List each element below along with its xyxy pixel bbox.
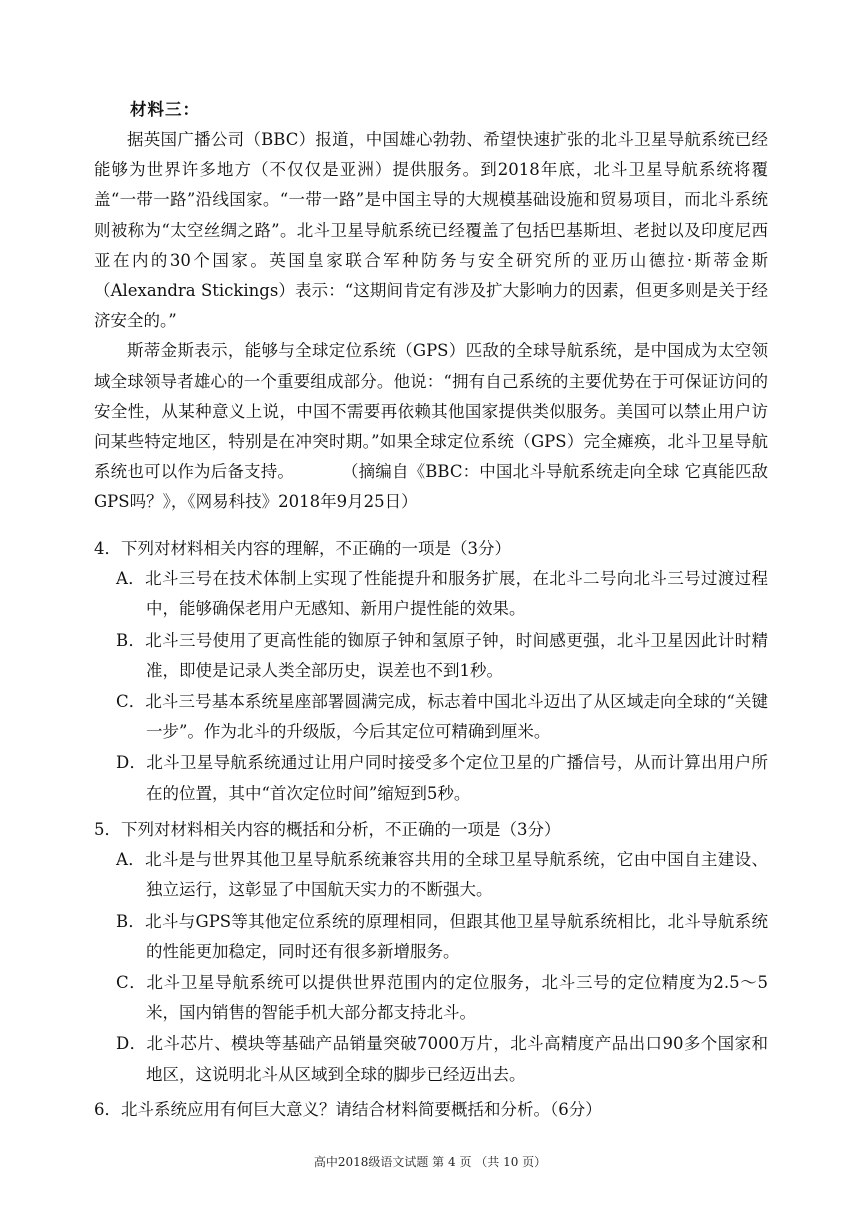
question-5-option-b: B．北斗与GPS等其他定位系统的原理相同，但跟其他卫星导航系统相比，北斗导航系统的性能更加稳定，同时还有很多新增服务。 [116,911,768,961]
question-4-option-c: C．北斗三号基本系统星座部署圆满完成，标志着中国北斗迈出了从区域走向全球的“关键一步”。作为北斗的升级版，今后其定位可精确到厘米。 [116,692,768,742]
material-paragraph-1: 据英国广播公司（BBC）报道，中国雄心勃勃、希望快速扩张的北斗卫星导航系统已经能够为世界许多地方（不仅仅是亚洲）提供服务。到2018年底，北斗卫星导航系统将覆盖“一带一路”沿线国家。“一带一路”是中国主导的大规模基础设施和贸易项目，而北斗系统则被称为“太空丝绸之路”。北斗卫星导航系统已经覆盖了包括巴基斯坦、老挝以及印度尼西亚在内的30个国家。英国皇家联合军种防务与安全研究所的亚历山德拉·斯蒂金斯（Alexandra Stickings）表示：“这期间肯定有涉及扩大影响力的因素，但更多则是关于经济安全的。” [94,130,768,331]
question-4 [94,534,768,810]
question-5-option-a: A．北斗是与世界其他卫星导航系统兼容共用的全球卫星导航系统，它由中国自主建设、独立运行，这彰显了中国航天实力的不断强大。 [116,850,768,900]
question-4-option-b: B．北斗三号使用了更高性能的铷原子钟和氢原子钟，时间感更强，北斗卫星因此计时精准，即使是记录人类全部历史，误差也不到1秒。 [116,630,768,680]
material-source: （摘编自《BBC：中国北斗导航系统走向全球 它真能匹敌GPS吗？》，《网易科技》2018年9月25日） [94,462,768,512]
question-4-stem: 4．下列对材料相关内容的理解，不正确的一项是（3分） [94,539,511,558]
reading-material [94,125,768,518]
question-5-option-d: D．北斗芯片、模块等基础产品销量突破7000万片，北斗高精度产品出口90多个国家和地区，这说明北斗从区域到全球的脚步已经迈出去。 [116,1034,768,1084]
question-4-option-d: D．北斗卫星导航系统通过让用户同时接受多个定位卫星的广播信号，从而计算出用户所在的位置，其中“首次定位时间”缩短到5秒。 [116,753,768,803]
section-title: 材料三： [130,100,200,119]
question-4-option-a: A．北斗三号在技术体制上实现了性能提升和服务扩展，在北斗二号向北斗三号过渡过程中，能够确保老用户无感知、新用户提性能的效果。 [116,569,768,619]
question-5-stem: 5．下列对材料相关内容的概括和分析，不正确的一项是（3分） [94,820,561,839]
question-5 [94,815,768,1091]
question-6-stem: 6．北斗系统应用有何巨大意义？请结合材料简要概括和分析。（6分） [94,1100,602,1119]
question-6 [94,1095,768,1125]
material-paragraph-2 [94,336,768,517]
question-5-option-c: C．北斗卫星导航系统可以提供世界范围内的定位服务，北斗三号的定位精度为2.5～5米，国内销售的智能手机大部分都支持北斗。 [116,973,768,1023]
material-paragraph-2-text: 斯蒂金斯表示，能够与全球定位系统（GPS）匹敌的全球导航系统，是中国成为太空领域全球领导者雄心的一个重要组成部分。他说：“拥有自己系统的主要优势在于可保证访问的安全性，从某种意义上说，中国不需要再依赖其他国家提供类似服务。美国可以禁止用户访问某些特定地区，特别是在冲突时期。”如果全球定位系统（GPS）完全瘫痪，北斗卫星导航系统也可以作为后备支持。 [94,341,768,482]
page-footer: 高中2018级语文试题 第 4 页 （共 10 页） [313,1155,547,1169]
